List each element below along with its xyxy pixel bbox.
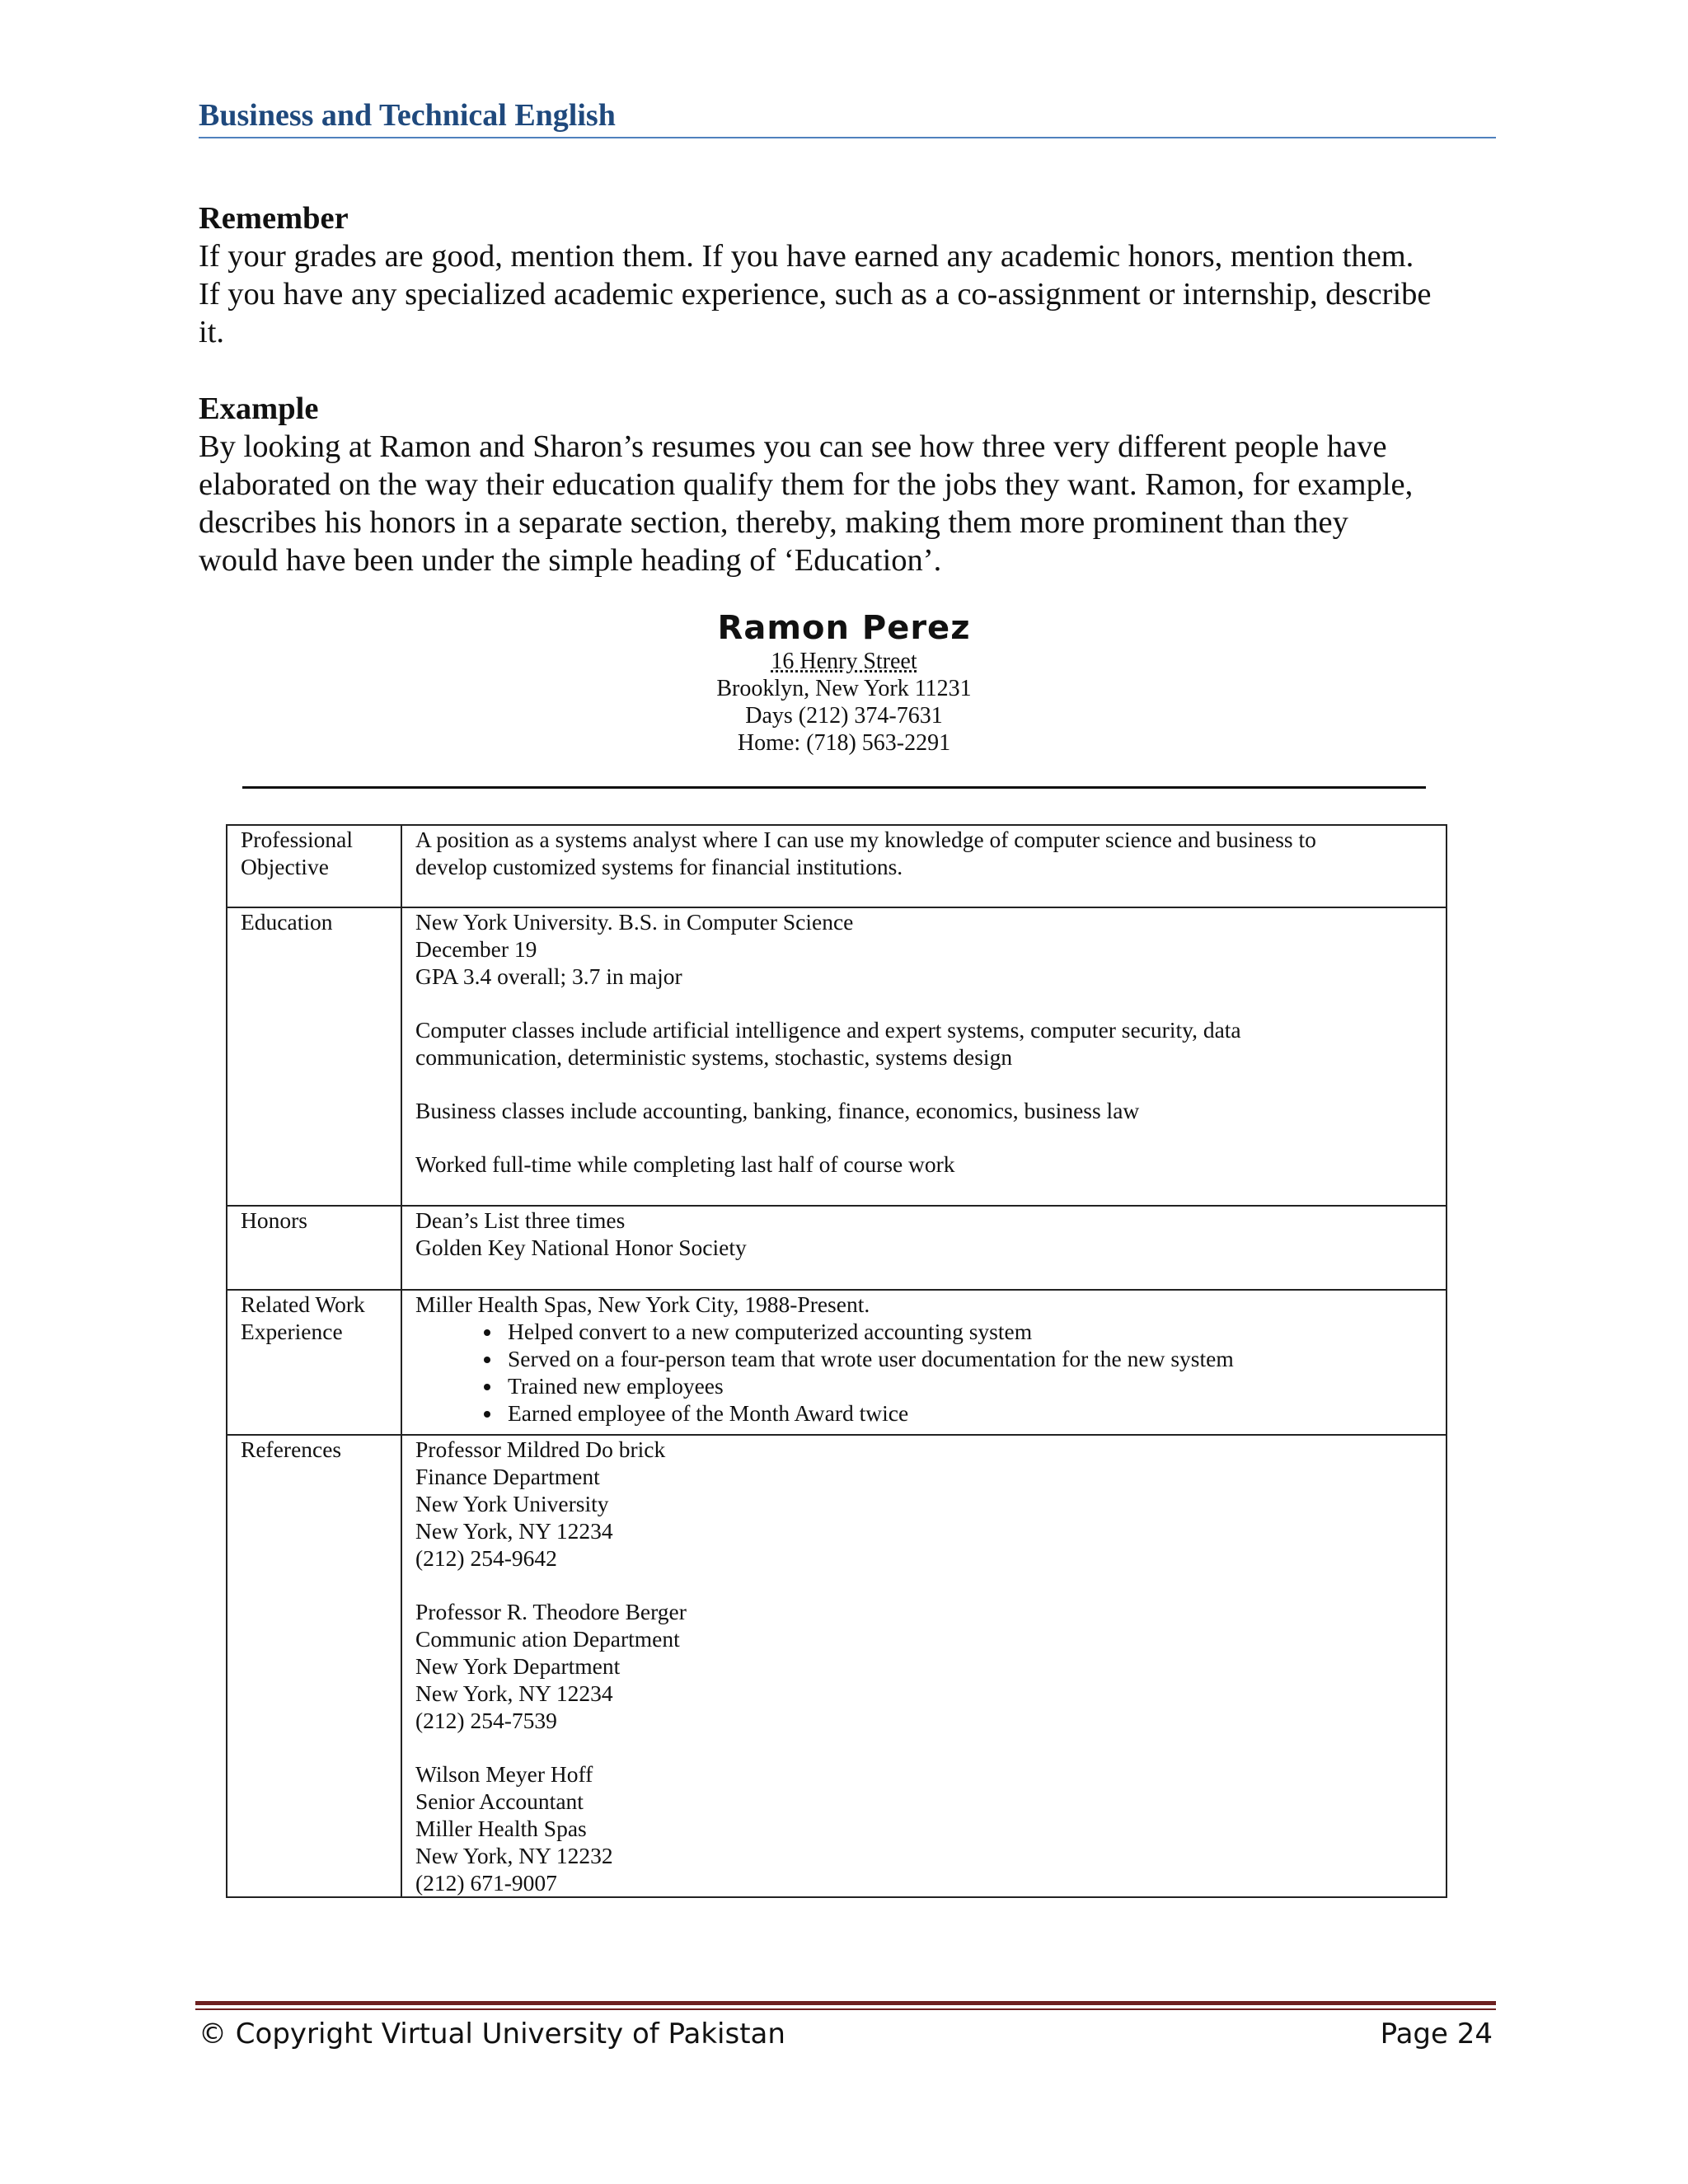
resume-table — [226, 824, 1447, 1898]
honors-line: Golden Key National Honor Society — [415, 1235, 747, 1260]
resume-phone-home: Home: (718) 563-2291 — [737, 730, 951, 756]
education-line: GPA 3.4 overall; 3.7 in major — [415, 963, 682, 989]
table-row — [227, 1206, 1447, 1290]
spacer — [415, 1071, 1434, 1097]
reference-line: (212) 254-9642 — [415, 1545, 557, 1571]
objective-line: develop customized systems for financial institutions. — [415, 854, 903, 879]
table-row — [227, 907, 1447, 1206]
education-line: Business classes include accounting, banking, finance, economics, business law — [415, 1098, 1140, 1123]
reference-line: Wilson Meyer Hoff — [415, 1761, 593, 1787]
remember-line: If your grades are good, mention them. If you have earned any academic honors, mention them. — [199, 239, 1414, 274]
page-header — [199, 97, 1496, 138]
education-line: Worked full-time while completing last half of course work — [415, 1151, 955, 1177]
resume-header — [0, 608, 1688, 757]
reference-line: Professor Mildred Do brick — [415, 1436, 666, 1462]
page-footer — [199, 2016, 1493, 2052]
work-employer: Miller Health Spas, New York City, 1988-Present. — [415, 1291, 870, 1317]
work-label — [227, 1290, 401, 1435]
example-line: describes his honors in a separate section, thereby, making them more prominent than they — [199, 505, 1348, 540]
spacer — [415, 1124, 1434, 1151]
reference-line: (212) 671-9007 — [415, 1870, 557, 1896]
work-bullets — [415, 1318, 1434, 1427]
spacer — [415, 990, 1434, 1016]
reference-line: (212) 254-7539 — [415, 1708, 557, 1733]
reference-line: Communic ation Department — [415, 1626, 680, 1652]
example-heading: Example — [199, 391, 319, 426]
table-row — [227, 825, 1447, 907]
example-line: would have been under the simple heading of ‘Education’. — [199, 543, 942, 578]
remember-section — [199, 199, 1501, 351]
table-row — [227, 1435, 1447, 1897]
honors-label: Honors — [227, 1206, 401, 1290]
reference-line: New York, NY 12234 — [415, 1518, 613, 1544]
resume-address-city: Brooklyn, New York 11231 — [716, 676, 972, 701]
example-line: By looking at Ramon and Sharon’s resumes you can see how three very different people have — [199, 429, 1387, 464]
resume-phone-days: Days (212) 374-7631 — [745, 703, 943, 729]
education-label: Education — [227, 907, 401, 1206]
list-item: • Helped convert to a new computerized accounting system — [503, 1318, 1434, 1345]
label-line: Professional — [241, 827, 353, 852]
resume-address-street: 16 Henry Street — [771, 649, 917, 674]
education-line: Computer classes include artificial intelligence and expert systems, computer security, data — [415, 1017, 1241, 1043]
list-item: • Trained new employees — [503, 1372, 1434, 1399]
reference-line: New York, NY 12232 — [415, 1843, 613, 1868]
references-content — [401, 1435, 1447, 1897]
honors-line: Dean’s List three times — [415, 1207, 626, 1233]
reference-line: Professor R. Theodore Berger — [415, 1599, 687, 1624]
objective-line: A position as a systems analyst where I can use my knowledge of computer science and business to — [415, 827, 1316, 852]
reference-line: Senior Accountant — [415, 1788, 584, 1814]
label-line: Experience — [241, 1319, 343, 1344]
remember-heading: Remember — [199, 201, 349, 236]
reference-line: Miller Health Spas — [415, 1816, 587, 1841]
list-item: • Served on a four-person team that wrote user documentation for the new system — [503, 1345, 1434, 1372]
label-line: Related Work — [241, 1291, 365, 1317]
education-line: New York University. B.S. in Computer Science — [415, 909, 854, 935]
spacer — [415, 1572, 1434, 1598]
footer-divider — [195, 2001, 1496, 2005]
education-line: December 19 — [415, 936, 537, 962]
resume-name: Ramon Perez — [717, 609, 971, 647]
education-line: communication, deterministic systems, stochastic, systems design — [415, 1044, 1013, 1070]
spacer — [415, 1734, 1434, 1760]
work-content — [401, 1290, 1447, 1435]
education-content — [401, 907, 1447, 1206]
objective-content — [401, 825, 1447, 907]
footer-copyright: © Copyright Virtual University of Pakistan — [199, 2018, 785, 2050]
example-line: elaborated on the way their education qualify them for the jobs they want. Ramon, for example, — [199, 467, 1414, 502]
reference-line: New York University — [415, 1491, 609, 1516]
remember-line: it. — [199, 315, 225, 349]
list-item: • Earned employee of the Month Award twice — [503, 1399, 1434, 1427]
header-title: Business and Technical English — [199, 98, 616, 133]
footer-divider — [195, 2008, 1496, 2010]
label-line: Objective — [241, 854, 329, 879]
honors-content — [401, 1206, 1447, 1290]
references-label: References — [227, 1435, 401, 1897]
reference-line: New York Department — [415, 1653, 621, 1679]
reference-line: New York, NY 12234 — [415, 1680, 613, 1706]
resume-divider — [242, 786, 1426, 789]
example-section — [199, 390, 1501, 579]
page-number: Page 24 — [1380, 2018, 1493, 2050]
objective-label — [227, 825, 401, 907]
reference-line: Finance Department — [415, 1464, 600, 1489]
table-row — [227, 1290, 1447, 1435]
remember-line: If you have any specialized academic experience, such as a co-assignment or internship, describe — [199, 277, 1432, 312]
